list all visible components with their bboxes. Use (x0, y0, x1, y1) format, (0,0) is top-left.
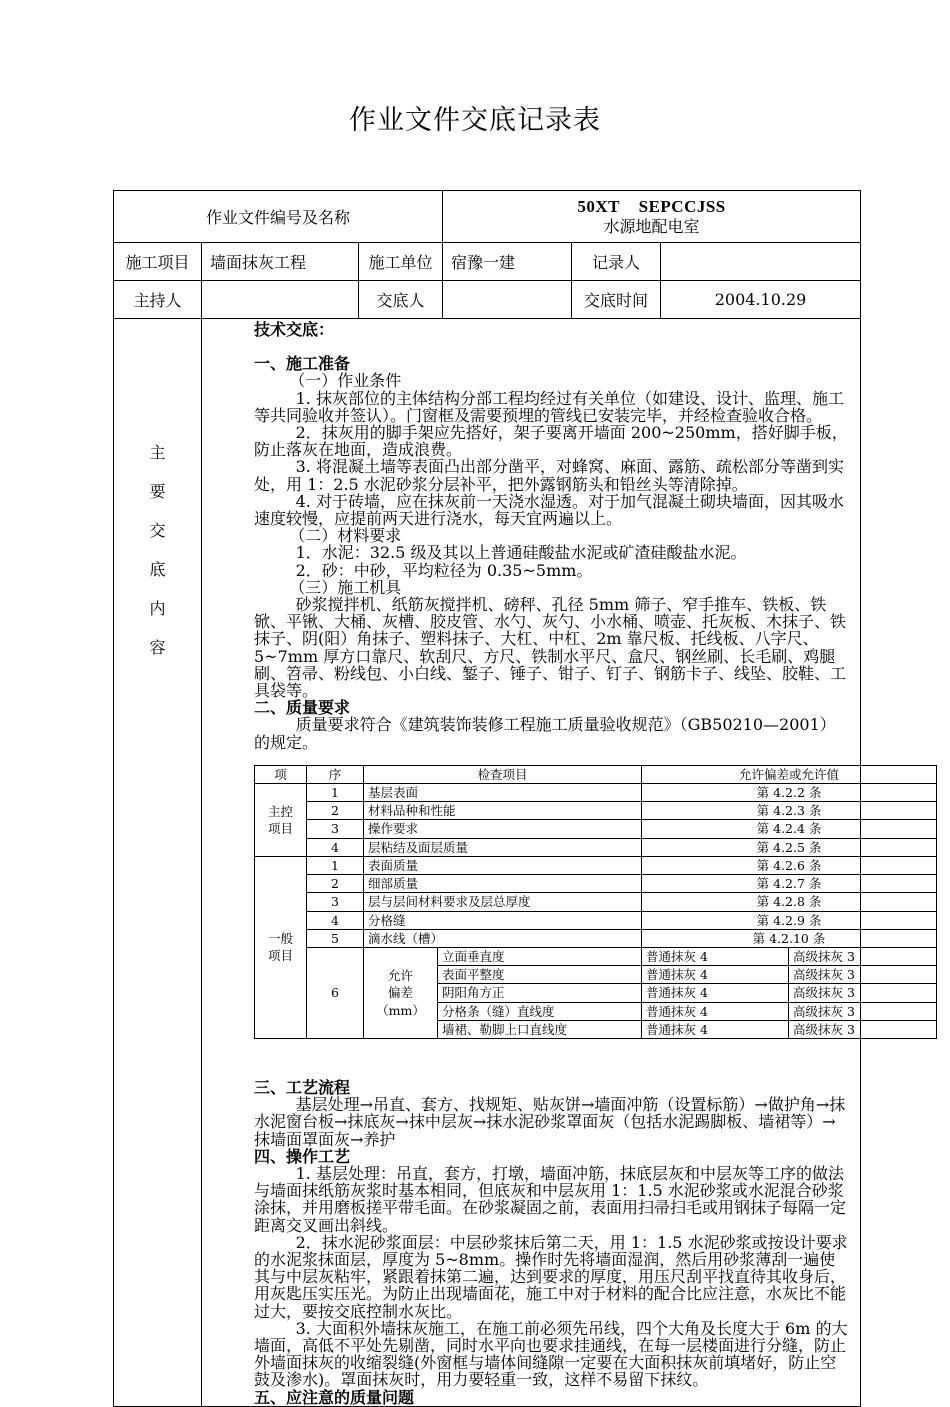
time-value: 2004.10.29 (661, 281, 861, 319)
general-label: 一般 项目 (255, 856, 307, 1038)
header-tolerance: 允许偏差或允许值 (642, 765, 937, 783)
paragraph: 砂浆搅拌机、纸筋灰搅拌机、磅秤、孔径 5mm 筛子、窄手推车、铁板、铁锨、平锹、大桶、灰槽、胶皮管、水勺、灰勺、小水桶、喷壶、托灰板、木抹子、铁抹子、阴(阳）角抹子、塑料抹子、大杠、中杠、2m 靠尺板、托线板、八字尺、5~7mm 厚方口靠尺、软刮尺、方尺、铁制水平尺、盒尺、钢丝刷、长毛刷、鸡腿刷、笤帚、粉线包、小白线、錾子、锤子、钳子、钉子、钢筋卡子、线坠、胶鞋、工具袋等。 (254, 595, 847, 701)
recorder-value (661, 243, 861, 281)
project-label: 施工项目 (114, 243, 202, 281)
side-char: 主 (149, 443, 166, 462)
row-value: 第 4.2.9 条 (642, 911, 937, 929)
subsection-heading: （三）施工机具 (289, 577, 402, 597)
subsection-heading: （二）材料要求 (289, 526, 402, 546)
table-header-row (255, 765, 937, 783)
time-label: 交底时间 (572, 281, 661, 319)
section-heading: 一、施工准备 (254, 354, 351, 374)
paragraph: 1．水泥：32.5 级及其以上普通硅酸盐水泥或矿渣硅酸盐水泥。 (295, 543, 747, 563)
row-seq: 3 (307, 820, 364, 838)
paragraph: 1. 基层处理：吊直，套方，打墩，墙面冲筋，抹底层灰和中层灰等工序的做法与墙面抹纸筋灰浆时基本相同，但底灰和中层灰用 1：1.5 水泥砂浆或水泥混合砂浆涂抹，并用磨板搓平带毛面。在砂浆凝固之前，表面用扫帚扫毛或用钢抹子每隔一定距离交叉画出斜线。 (254, 1163, 847, 1235)
dev-check: 分格条（缝）直线度 (438, 1002, 642, 1020)
row-check: 层与层间材料要求及层总厚度 (364, 893, 642, 911)
row-check: 操作要求 (364, 820, 642, 838)
row-value: 第 4.2.2 条 (642, 784, 937, 802)
intro-heading: 技术交底： (254, 320, 335, 339)
paragraph: 3. 将混凝土墙等表面凸出部分凿平，对蜂窝、麻面、露筋、疏松部分等凿到实处，用 1：2.5 水泥砂浆分层补平，把外露钢筋头和铅丝头等清除掉。 (254, 457, 844, 494)
briefer-label: 交底人 (359, 281, 443, 319)
row-check: 表面质量 (364, 856, 642, 874)
row-seq: 1 (307, 784, 364, 802)
side-char: 要 (149, 482, 166, 501)
row-check: 基层表面 (364, 784, 642, 802)
recorder-label: 记录人 (572, 243, 661, 281)
table-row (255, 802, 937, 820)
main-control-label: 主控 项目 (255, 784, 307, 857)
dev-normal: 普通抹灰 4 (642, 984, 789, 1002)
quality-table (254, 765, 937, 1039)
section-heading: 四、操作工艺 (254, 1146, 351, 1166)
header-check: 检查项目 (364, 765, 642, 783)
dev-normal: 普通抹灰 4 (642, 966, 789, 984)
row-seq: 3 (307, 893, 364, 911)
table-row (255, 875, 937, 893)
dev-check: 立面垂直度 (438, 947, 642, 965)
row-seq: 5 (307, 929, 364, 947)
host-label: 主持人 (114, 281, 202, 319)
side-char: 交 (149, 521, 166, 540)
side-label (114, 319, 202, 1407)
paragraph: 2．砂：中砂，平均粒径为 0.35~5mm。 (295, 560, 593, 580)
row-value: 第 4.2.10 条 (642, 929, 937, 947)
row-seq: 2 (307, 802, 364, 820)
paragraph: 4. 对于砖墙，应在抹灰前一天浇水湿透。对于加气混凝土砌块墙面，因其吸水速度较慢，应提前两天进行浇水，每天宜两遍以上。 (254, 491, 844, 529)
dev-high: 高级抹灰 3 (789, 984, 937, 1002)
dev-high: 高级抹灰 3 (789, 1002, 937, 1020)
table-row (255, 911, 937, 929)
doc-number-cell (443, 191, 861, 243)
page-title: 作业文件交底记录表 (349, 105, 601, 136)
dev-normal: 普通抹灰 4 (642, 1002, 789, 1020)
side-char: 底 (149, 560, 166, 579)
dev-normal: 普通抹灰 4 (642, 1020, 789, 1038)
unit-value: 宿豫一建 (443, 243, 572, 281)
record-table (113, 190, 861, 1407)
doc-code: 50XT SEPCCJSS (577, 196, 726, 216)
dev-high: 高级抹灰 3 (789, 947, 937, 965)
paragraph: 1. 抹灰部位的主体结构分部工程均经过有关单位（如建设、设计、监理、施工等共同验收并签认）。门窗框及需要预埋的管线已安装完毕，并经检查验收合格。 (254, 388, 844, 425)
row-check: 材料品种和性能 (364, 802, 642, 820)
host-value (202, 281, 359, 319)
paragraph: 3. 大面积外墙抹灰施工，在施工前必须先吊线，四个大角及长度大于 6m 的大墙面，高低不平处先剔凿，同时水平向也要求挂通线，在每一层楼面进行分缝，防止外墙面抹灰的收缩裂缝(外窗框与墙体间缝隙一定要在大面积抹灰前填堵好，防止空鼓及渗水)。罩面抹灰时，用力要轻重一致，这样不易留下抹纹。 (254, 1318, 848, 1390)
paragraph: 2．抹灰用的脚手架应先搭好，架子要离开墙面 200~250mm，搭好脚手板，防止落灰在地面，造成浪费。 (254, 423, 848, 460)
deviation-label: 允许 偏差 （mm） (364, 947, 438, 1038)
dev-high: 高级抹灰 3 (789, 966, 937, 984)
dev-check: 表面平整度 (438, 966, 642, 984)
row-value: 第 4.2.3 条 (642, 802, 937, 820)
row-check: 层粘结及面层质量 (364, 838, 642, 856)
unit-label: 施工单位 (359, 243, 443, 281)
doc-name: 水源地配电室 (603, 216, 700, 236)
row-value: 第 4.2.7 条 (642, 875, 937, 893)
section-heading: 三、工艺流程 (254, 1077, 351, 1097)
row-value: 第 4.2.6 条 (642, 856, 937, 874)
row-seq: 4 (307, 838, 364, 856)
side-char: 内 (149, 599, 166, 618)
header-item: 项 (255, 765, 307, 783)
doc-label: 作业文件编号及名称 (114, 191, 443, 243)
table-row (255, 947, 937, 965)
subsection-heading: （一）作业条件 (289, 371, 402, 391)
row-seq: 4 (307, 911, 364, 929)
row-seq: 6 (307, 947, 364, 1038)
table-row (255, 820, 937, 838)
briefing-content (202, 319, 861, 1407)
row-seq: 2 (307, 875, 364, 893)
dev-high: 高级抹灰 3 (789, 1020, 937, 1038)
row-value: 第 4.2.8 条 (642, 893, 937, 911)
row-check: 滴水线（槽） (364, 929, 642, 947)
dev-check: 墙裙、勒脚上口直线度 (438, 1020, 642, 1038)
row-seq: 1 (307, 856, 364, 874)
table-row (255, 838, 937, 856)
paragraph: 2．抹水泥砂浆面层：中层砂浆抹后第二天，用 1：1.5 水泥砂浆或按设计要求的水泥浆抹面层，厚度为 5~8mm。操作时先将墙面湿润，然后用砂浆薄刮一遍使其与中层灰粘牢，紧跟着抹第二遍，达到要求的厚度，用压尺刮平找直待其收身后，用灰匙压实压光。为防止出现墙面花，施工中对于材料的配合比应注意，水灰比不能过大，要按交底控制水灰比。 (254, 1232, 848, 1321)
side-char: 容 (149, 638, 166, 657)
table-row (255, 856, 937, 874)
table-row (255, 893, 937, 911)
project-value: 墙面抹灰工程 (202, 243, 359, 281)
header-seq: 序 (307, 765, 364, 783)
row-value: 第 4.2.4 条 (642, 820, 937, 838)
table-row (255, 929, 937, 947)
table-row (255, 784, 937, 802)
section-heading: 五、应注意的质量问题 (254, 1387, 415, 1407)
paragraph: 质量要求符合《建筑装饰装修工程施工质量验收规范》（GB50210—2001）的规定。 (254, 715, 836, 752)
row-check: 细部质量 (364, 875, 642, 893)
row-value: 第 4.2.5 条 (642, 838, 937, 856)
dev-check: 阴阳角方正 (438, 984, 642, 1002)
row-check: 分格缝 (364, 911, 642, 929)
paragraph: 基层处理→吊直、套方、找规矩、贴灰饼→墙面冲筋（设置标筋）→做护角→抹水泥窗台板→抹底灰→抹中层灰→抹水泥砂浆罩面灰（包括水泥踢脚板、墙裙等）→抹墙面罩面灰→养护 (254, 1095, 846, 1149)
briefer-value (443, 281, 572, 319)
section-heading: 二、质量要求 (254, 698, 351, 718)
dev-normal: 普通抹灰 4 (642, 947, 789, 965)
